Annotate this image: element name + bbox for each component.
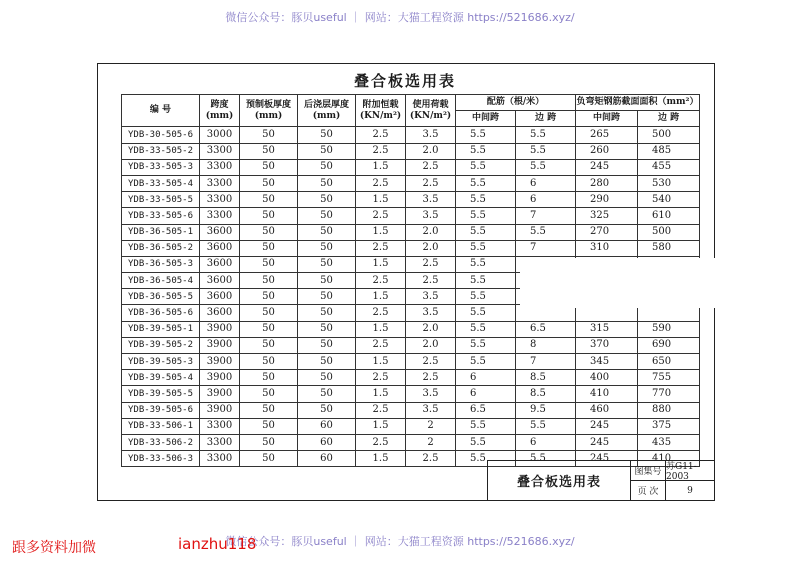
row-value-cell: 2.5 xyxy=(406,354,456,370)
row-value-cell: 50 xyxy=(240,434,298,450)
row-code-cell: YDB-33-506-2 xyxy=(122,434,200,450)
row-value-cell: 5.5 xyxy=(516,127,576,143)
title-block xyxy=(487,460,714,500)
row-value-cell: 245 xyxy=(576,451,638,467)
row-value-cell: 5.5 xyxy=(456,192,516,208)
row-value-cell: 3600 xyxy=(200,224,240,240)
row-value-cell: 50 xyxy=(240,240,298,256)
row-value-cell: 60 xyxy=(298,418,356,434)
table-row xyxy=(122,337,700,353)
row-value-cell: 1.5 xyxy=(356,321,406,337)
row-value-cell: 50 xyxy=(240,402,298,418)
row-value-cell: 60 xyxy=(298,451,356,467)
row-value-cell: 1.5 xyxy=(356,354,406,370)
row-value-cell: 290 xyxy=(576,192,638,208)
row-value-cell: 5.5 xyxy=(456,418,516,434)
row-value-cell: 3600 xyxy=(200,305,240,321)
row-value-cell: 6.5 xyxy=(456,402,516,418)
row-value-cell: 50 xyxy=(298,224,356,240)
row-value-cell: 2.5 xyxy=(406,370,456,386)
footer-contact-id: ianzhu118 xyxy=(178,535,257,553)
row-value-cell: 50 xyxy=(298,402,356,418)
header-neg-rebar: 负弯矩钢筋截面面积（mm²） xyxy=(576,95,700,111)
row-value-cell: 8.5 xyxy=(516,370,576,386)
row-value-cell: 770 xyxy=(638,386,700,402)
row-value-cell: 5.5 xyxy=(456,208,516,224)
row-value-cell: 50 xyxy=(298,127,356,143)
row-value-cell: 50 xyxy=(298,305,356,321)
row-value-cell: 3900 xyxy=(200,386,240,402)
table-row xyxy=(122,208,700,224)
row-value-cell: 1.5 xyxy=(356,224,406,240)
row-value-cell: 5.5 xyxy=(456,289,516,305)
row-value-cell: 3300 xyxy=(200,159,240,175)
table-row xyxy=(122,370,700,386)
row-value-cell: 3900 xyxy=(200,402,240,418)
row-value-cell: 5.5 xyxy=(456,175,516,191)
row-value-cell: 3000 xyxy=(200,127,240,143)
row-value-cell: 8.5 xyxy=(516,386,576,402)
row-value-cell: 2.5 xyxy=(406,175,456,191)
row-value-cell: 50 xyxy=(298,289,356,305)
row-value-cell: 50 xyxy=(298,208,356,224)
table-row xyxy=(122,402,700,418)
row-value-cell: 485 xyxy=(638,143,700,159)
row-value-cell: 345 xyxy=(576,354,638,370)
row-value-cell: 60 xyxy=(298,434,356,450)
row-value-cell: 3.5 xyxy=(406,208,456,224)
row-value-cell: 5.5 xyxy=(516,418,576,434)
row-value-cell: 435 xyxy=(638,434,700,450)
row-value-cell: 5.5 xyxy=(516,143,576,159)
row-value-cell: 2.5 xyxy=(356,402,406,418)
row-value-cell: 5.5 xyxy=(516,159,576,175)
table-title: 叠合板选用表 xyxy=(353,72,456,90)
row-value-cell: 50 xyxy=(298,273,356,289)
row-value-cell: 540 xyxy=(638,192,700,208)
row-value-cell: 245 xyxy=(576,159,638,175)
row-value-cell: 50 xyxy=(298,321,356,337)
header-neg-mid: 中间跨 xyxy=(576,111,638,127)
row-value-cell: 50 xyxy=(240,305,298,321)
row-value-cell: 5.5 xyxy=(456,273,516,289)
row-value-cell: 3600 xyxy=(200,289,240,305)
row-value-cell: 2.5 xyxy=(406,256,456,272)
row-value-cell: 50 xyxy=(240,159,298,175)
table-row xyxy=(122,354,700,370)
row-code-cell: YDB-30-505-6 xyxy=(122,127,200,143)
row-value-cell: 50 xyxy=(298,386,356,402)
row-value-cell: 530 xyxy=(638,175,700,191)
row-value-cell: 400 xyxy=(576,370,638,386)
row-value-cell: 2.5 xyxy=(356,305,406,321)
row-value-cell: 50 xyxy=(240,224,298,240)
row-value-cell: 580 xyxy=(638,240,700,256)
row-value-cell: 50 xyxy=(240,337,298,353)
row-value-cell: 50 xyxy=(240,273,298,289)
row-value-cell: 50 xyxy=(298,337,356,353)
row-value-cell: 5.5 xyxy=(456,256,516,272)
row-value-cell: 3900 xyxy=(200,370,240,386)
row-value-cell: 880 xyxy=(638,402,700,418)
row-value-cell: 5.5 xyxy=(456,159,516,175)
row-value-cell: 50 xyxy=(240,175,298,191)
row-code-cell: YDB-33-505-2 xyxy=(122,143,200,159)
row-value-cell: 755 xyxy=(638,370,700,386)
row-value-cell: 325 xyxy=(576,208,638,224)
row-value-cell: 5.5 xyxy=(456,337,516,353)
table-row xyxy=(122,321,700,337)
row-value-cell: 3300 xyxy=(200,192,240,208)
row-value-cell: 3300 xyxy=(200,451,240,467)
row-value-cell: 5.5 xyxy=(456,434,516,450)
row-value-cell: 2.0 xyxy=(406,321,456,337)
row-value-cell: 6 xyxy=(516,192,576,208)
row-value-cell: 5.5 xyxy=(456,224,516,240)
row-value-cell: 2.5 xyxy=(356,337,406,353)
row-value-cell: 2.5 xyxy=(356,240,406,256)
row-value-cell: 50 xyxy=(240,208,298,224)
row-value-cell: 500 xyxy=(638,127,700,143)
row-value-cell: 2.0 xyxy=(406,240,456,256)
row-value-cell: 50 xyxy=(298,240,356,256)
row-value-cell: 1.5 xyxy=(356,159,406,175)
row-code-cell: YDB-39-505-1 xyxy=(122,321,200,337)
row-value-cell: 3.5 xyxy=(406,386,456,402)
row-value-cell: 1.5 xyxy=(356,256,406,272)
row-value-cell: 1.5 xyxy=(356,418,406,434)
row-value-cell: 50 xyxy=(240,127,298,143)
row-value-cell: 5.5 xyxy=(456,127,516,143)
row-value-cell: 3600 xyxy=(200,240,240,256)
table-row xyxy=(122,418,700,434)
row-value-cell: 2.5 xyxy=(356,143,406,159)
row-value-cell: 50 xyxy=(240,256,298,272)
header-rebar-mid: 中间跨 xyxy=(456,111,516,127)
row-value-cell: 3.5 xyxy=(406,192,456,208)
row-value-cell: 7 xyxy=(516,240,576,256)
row-value-cell: 245 xyxy=(576,434,638,450)
header-code: 编 号 xyxy=(122,95,200,127)
row-value-cell: 50 xyxy=(240,370,298,386)
row-code-cell: YDB-36-505-5 xyxy=(122,289,200,305)
row-value-cell: 410 xyxy=(638,451,700,467)
row-code-cell: YDB-36-505-6 xyxy=(122,305,200,321)
row-value-cell: 50 xyxy=(298,256,356,272)
row-value-cell: 50 xyxy=(298,354,356,370)
table-row xyxy=(122,386,700,402)
atlas-value: 苏G11-2003 xyxy=(666,461,714,481)
row-value-cell: 2.5 xyxy=(356,127,406,143)
row-value-cell: 3.5 xyxy=(406,127,456,143)
row-value-cell: 6 xyxy=(516,434,576,450)
row-value-cell: 375 xyxy=(638,418,700,434)
row-value-cell: 2.5 xyxy=(406,159,456,175)
row-value-cell: 260 xyxy=(576,143,638,159)
row-value-cell: 6.5 xyxy=(516,321,576,337)
row-value-cell: 1.5 xyxy=(356,192,406,208)
row-code-cell: YDB-33-505-6 xyxy=(122,208,200,224)
table-row xyxy=(122,175,700,191)
row-value-cell: 3300 xyxy=(200,434,240,450)
atlas-label: 图集号 xyxy=(631,461,666,481)
row-code-cell: YDB-39-505-4 xyxy=(122,370,200,386)
row-value-cell: 50 xyxy=(240,418,298,434)
table-row xyxy=(122,127,700,143)
watermark-top: 微信公众号：豚贝useful ｜ 网站：大猫工程资源 https://521686.xyz/ xyxy=(225,11,575,24)
row-value-cell: 50 xyxy=(298,192,356,208)
footer-contact-label: 跟多资料加微 xyxy=(12,540,96,556)
row-value-cell: 3600 xyxy=(200,273,240,289)
row-value-cell: 310 xyxy=(576,240,638,256)
row-value-cell: 3300 xyxy=(200,143,240,159)
header-rebar: 配筋（根/米） xyxy=(456,95,576,111)
row-value-cell: 50 xyxy=(298,370,356,386)
row-value-cell: 3.5 xyxy=(406,305,456,321)
row-value-cell: 270 xyxy=(576,224,638,240)
row-code-cell: YDB-33-506-3 xyxy=(122,451,200,467)
row-value-cell: 2.5 xyxy=(356,208,406,224)
row-value-cell: 2 xyxy=(406,434,456,450)
row-value-cell: 1.5 xyxy=(356,289,406,305)
row-value-cell: 3300 xyxy=(200,418,240,434)
row-code-cell: YDB-33-505-4 xyxy=(122,175,200,191)
row-value-cell: 690 xyxy=(638,337,700,353)
row-value-cell: 460 xyxy=(576,402,638,418)
header-precast: 预制板厚度 (mm) xyxy=(240,95,298,127)
row-value-cell: 7 xyxy=(516,208,576,224)
row-value-cell: 50 xyxy=(240,321,298,337)
row-value-cell: 5.5 xyxy=(456,451,516,467)
row-value-cell: 5.5 xyxy=(456,354,516,370)
row-value-cell: 2.0 xyxy=(406,337,456,353)
row-value-cell: 2 xyxy=(406,418,456,434)
row-value-cell: 2.5 xyxy=(406,451,456,467)
row-value-cell: 410 xyxy=(576,386,638,402)
row-value-cell: 2.5 xyxy=(356,370,406,386)
row-value-cell: 2.5 xyxy=(356,175,406,191)
row-value-cell: 265 xyxy=(576,127,638,143)
row-value-cell: 50 xyxy=(240,143,298,159)
row-value-cell: 50 xyxy=(240,386,298,402)
row-value-cell: 315 xyxy=(576,321,638,337)
row-value-cell: 5.5 xyxy=(456,321,516,337)
row-value-cell: 455 xyxy=(638,159,700,175)
row-code-cell: YDB-36-505-1 xyxy=(122,224,200,240)
row-code-cell: YDB-36-505-4 xyxy=(122,273,200,289)
row-code-cell: YDB-33-506-1 xyxy=(122,418,200,434)
row-code-cell: YDB-39-505-3 xyxy=(122,354,200,370)
table-row xyxy=(122,159,700,175)
row-value-cell: 50 xyxy=(298,143,356,159)
watermark-bottom: 微信公众号：豚贝useful ｜ 网站：大猫工程资源 https://521686.xyz/ xyxy=(225,535,575,548)
row-value-cell: 9.5 xyxy=(516,402,576,418)
row-value-cell: 2.5 xyxy=(356,273,406,289)
blank-patch xyxy=(520,258,720,308)
row-value-cell: 6 xyxy=(456,370,516,386)
row-value-cell: 280 xyxy=(576,175,638,191)
row-value-cell: 3900 xyxy=(200,354,240,370)
row-value-cell: 5.5 xyxy=(456,305,516,321)
header-span: 跨度 (mm) xyxy=(200,95,240,127)
header-rebar-edge: 边 跨 xyxy=(516,111,576,127)
page-label: 页 次 xyxy=(631,481,666,500)
row-value-cell: 7 xyxy=(516,354,576,370)
row-code-cell: YDB-39-505-6 xyxy=(122,402,200,418)
row-value-cell: 2.0 xyxy=(406,224,456,240)
table-row xyxy=(122,143,700,159)
row-value-cell: 590 xyxy=(638,321,700,337)
row-value-cell: 245 xyxy=(576,418,638,434)
row-code-cell: YDB-39-505-2 xyxy=(122,337,200,353)
row-value-cell: 3900 xyxy=(200,337,240,353)
header-topping: 后浇层厚度 (mm) xyxy=(298,95,356,127)
page-value: 9 xyxy=(687,485,693,496)
row-value-cell: 1.5 xyxy=(356,451,406,467)
row-value-cell: 3300 xyxy=(200,208,240,224)
row-value-cell: 50 xyxy=(240,451,298,467)
row-code-cell: YDB-36-505-3 xyxy=(122,256,200,272)
row-code-cell: YDB-39-505-5 xyxy=(122,386,200,402)
row-value-cell: 50 xyxy=(298,159,356,175)
table-row xyxy=(122,240,700,256)
row-value-cell: 2.5 xyxy=(356,434,406,450)
row-value-cell: 3.5 xyxy=(406,289,456,305)
row-value-cell: 50 xyxy=(240,289,298,305)
table-row xyxy=(122,224,700,240)
row-value-cell: 610 xyxy=(638,208,700,224)
row-value-cell: 5.5 xyxy=(456,143,516,159)
row-value-cell: 6 xyxy=(456,386,516,402)
title-block-name: 叠合板选用表 xyxy=(488,461,631,500)
row-value-cell: 650 xyxy=(638,354,700,370)
row-value-cell: 5.5 xyxy=(456,240,516,256)
row-value-cell: 5.5 xyxy=(516,451,576,467)
row-value-cell: 3600 xyxy=(200,256,240,272)
row-value-cell: 370 xyxy=(576,337,638,353)
table-row xyxy=(122,192,700,208)
row-code-cell: YDB-36-505-2 xyxy=(122,240,200,256)
row-value-cell: 6 xyxy=(516,175,576,191)
row-value-cell: 3.5 xyxy=(406,402,456,418)
row-code-cell: YDB-33-505-5 xyxy=(122,192,200,208)
row-value-cell: 50 xyxy=(240,192,298,208)
row-code-cell: YDB-33-505-3 xyxy=(122,159,200,175)
row-value-cell: 50 xyxy=(298,175,356,191)
table-row xyxy=(122,434,700,450)
row-value-cell: 3300 xyxy=(200,175,240,191)
row-value-cell: 2.5 xyxy=(406,273,456,289)
row-value-cell: 8 xyxy=(516,337,576,353)
header-neg-edge: 边 跨 xyxy=(638,111,700,127)
row-value-cell: 5.5 xyxy=(516,224,576,240)
row-value-cell: 2.0 xyxy=(406,143,456,159)
header-extra-load: 附加恒载 (KN/m²) xyxy=(356,95,406,127)
row-value-cell: 3900 xyxy=(200,321,240,337)
row-value-cell: 500 xyxy=(638,224,700,240)
row-value-cell: 50 xyxy=(240,354,298,370)
row-value-cell: 1.5 xyxy=(356,386,406,402)
header-live-load: 使用荷载 (KN/m²) xyxy=(406,95,456,127)
